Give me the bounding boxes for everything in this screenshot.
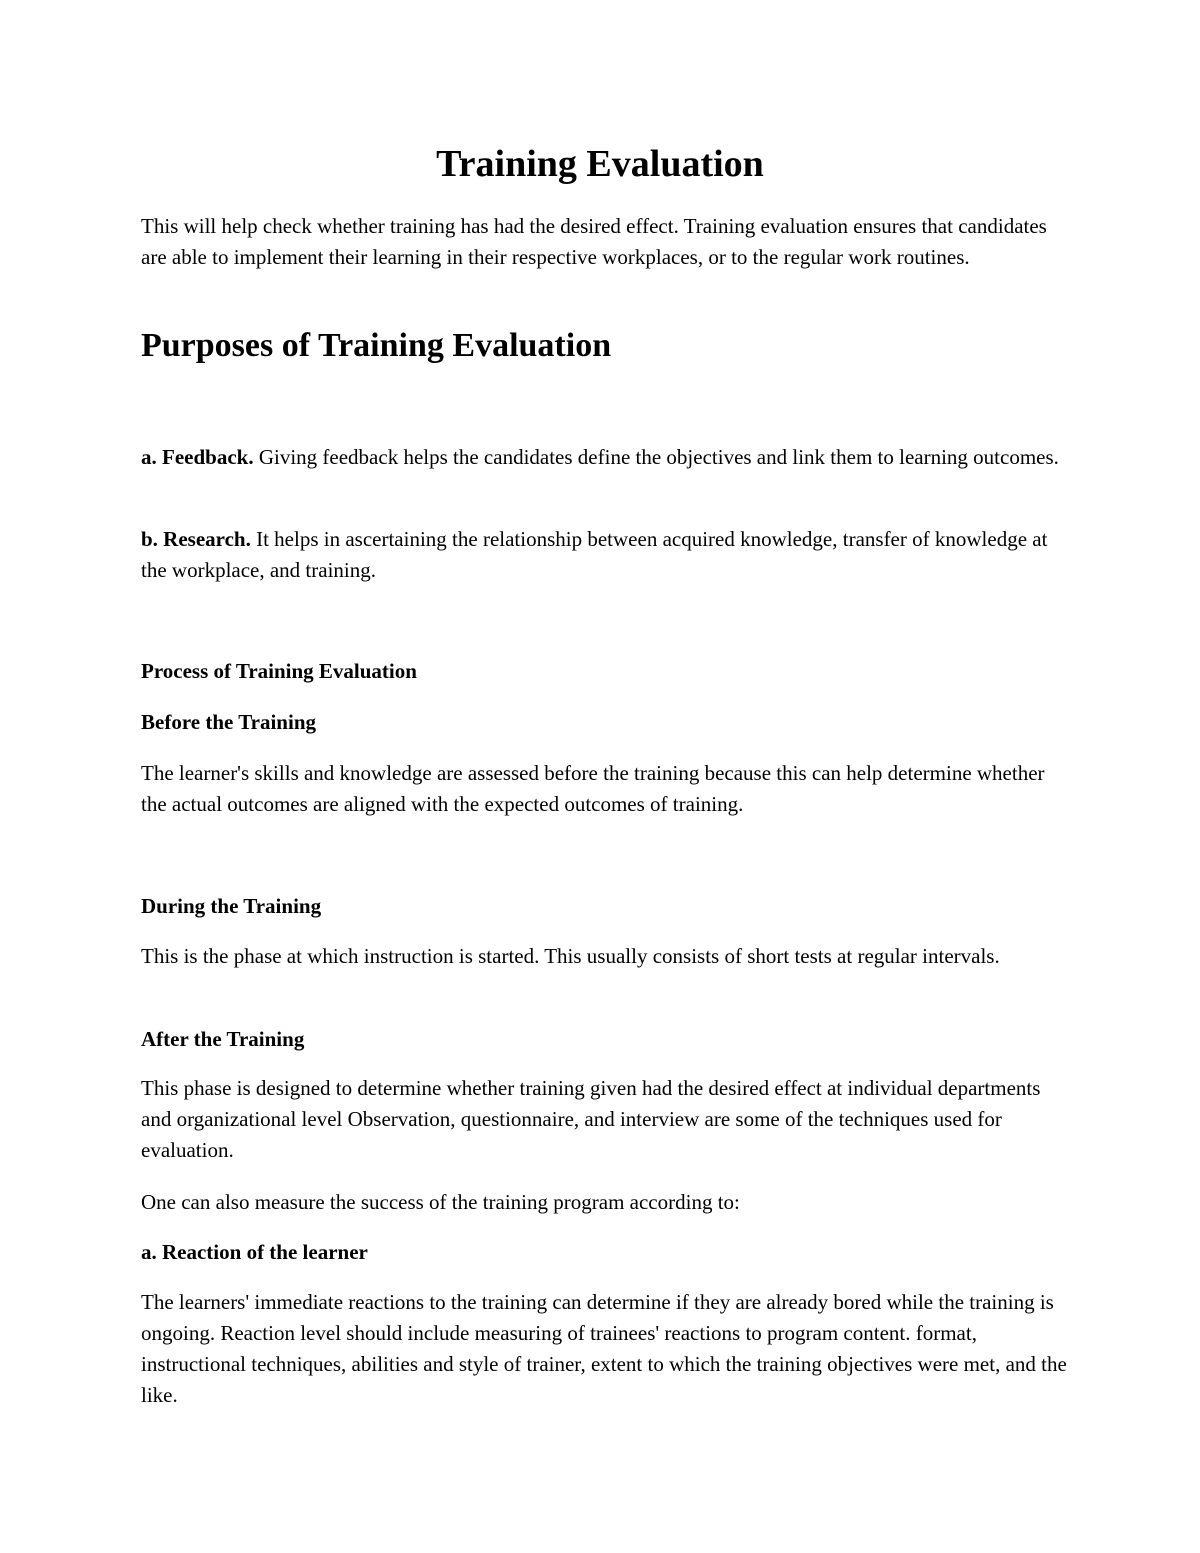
purpose-research-paragraph [141,524,1071,586]
process-heading: Process of Training Evaluation [141,659,417,683]
during-training-heading: During the Training [141,894,322,918]
purpose-research-lead: b. Research. [141,527,251,551]
document-title: Training Evaluation [436,143,764,185]
measure-intro-paragraph: One can also measure the success of the training program according to: [141,1190,740,1214]
purpose-feedback-lead: a. Feedback. [141,445,254,469]
intro-paragraph: This will help check whether training has had the desired effect. Training evaluation ensures that candidates are able to implement their learning in their respective workplaces, or to the regular work routines. [141,214,1047,269]
before-training-paragraph: The learner's skills and knowledge are assessed before the training because this can help determine whether the actual outcomes are aligned with the expected outcomes of training. [141,761,1045,816]
during-training-paragraph: This is the phase at which instruction is started. This usually consists of short tests at regular intervals. [141,944,1000,968]
purpose-feedback-text: Giving feedback helps the candidates define the objectives and link them to learning outcomes. [253,445,1059,469]
purpose-research-text: It helps in ascertaining the relationship between acquired knowledge, transfer of knowledge at the workplace, and training. [141,527,1048,582]
reaction-paragraph: The learners' immediate reactions to the training can determine if they are already bored while the training is ongoing. Reaction level should include measuring of trainees' reactions to program content. format, instructional techniques, abilities and style of trainer, extent to which the training objectives were met, and the like. [141,1290,1067,1407]
purpose-feedback-paragraph [141,442,1071,473]
reaction-heading: a. Reaction of the learner [141,1240,368,1264]
after-training-heading: After the Training [141,1027,305,1051]
after-training-paragraph: This phase is designed to determine whether training given had the desired effect at individual departments and organizational level Observation, questionnaire, and interview are some of the techniques used for evaluation. [141,1076,1041,1162]
before-training-heading: Before the Training [141,710,316,734]
purposes-heading: Purposes of Training Evaluation [141,327,612,364]
